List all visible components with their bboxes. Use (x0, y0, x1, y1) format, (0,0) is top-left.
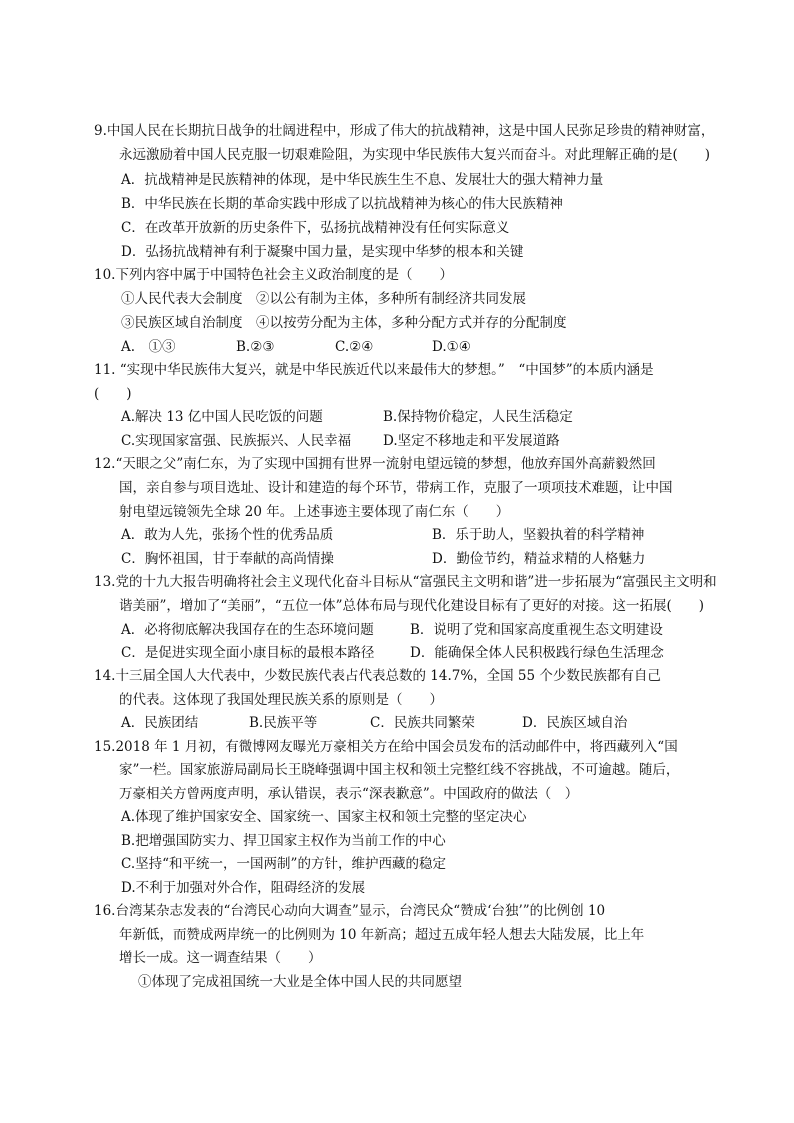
question-16-item-1: ①体现了完成祖国统一大业是全体中国人民的共同愿望 (138, 974, 462, 990)
question-14-choice-b: B.民族平等 (249, 715, 318, 731)
question-10-choice-d: D.①④ (432, 339, 471, 355)
question-9-stem-line-1: 9.中国人民在长期抗日战争的壮阔进程中，形成了伟大的抗战精神，这是中国人民弥足珍贵的精神财富， (94, 123, 715, 139)
question-10-choice-c: C.②④ (335, 339, 374, 355)
question-14-choice-d: D．民族区域自治 (522, 715, 628, 731)
question-12-stem-line-2: 国，亲自参与项目选址、设计和建造的每个环节，带病工作，克服了一项项技术难题，让中国 (119, 480, 673, 496)
question-14-choice-a: A．民族团结 (121, 715, 199, 731)
question-13-stem-line-2: 谐美丽”，增加了“美丽”，“五位一体”总体布局与现代化建设目标有了更好的对接。这一拓展( ) (119, 598, 705, 614)
question-15-option-d: D.不利于加强对外合作，阻碍经济的发展 (121, 880, 366, 896)
question-12-option-c: C．胸怀祖国，甘于奉献的高尚情操 (121, 551, 334, 567)
question-9-option-b: B．中华民族在长期的革命实践中形成了以抗战精神为核心的伟大民族精神 (121, 196, 563, 212)
question-13-option-a: A．必将彻底解决我国存在的生态环境问题 (121, 622, 374, 638)
question-14-stem-line-1: 14.十三届全国人大代表中，少数民族代表占代表总数的 14.7%，全国 55 个少数民族都有自己 (94, 668, 661, 684)
question-14-stem-line-2: 的代表。这体现了我国处理民族关系的原则是（ ） (119, 692, 443, 708)
question-10-item-1: ①人民代表大会制度 ②以公有制为主体，多种所有制经济共同发展 (121, 291, 526, 307)
question-11-option-b: B.保持物价稳定，人民生活稳定 (383, 409, 573, 425)
question-9-option-a: A．抗战精神是民族精神的体现，是中华民族生生不息、发展壮大的强大精神力量 (121, 172, 604, 188)
question-15-option-c: C.坚持“和平统一，一国两制”的方针，维护西藏的稳定 (121, 856, 446, 872)
question-12-stem-line-1: 12.“天眼之父”南仁东，为了实现中国拥有世界一流射电望远镜的梦想，他放弃国外高薪毅然回 (94, 456, 656, 472)
question-13-option-c: C．是促进实现全面小康目标的最根本路径 (121, 645, 375, 661)
question-13-option-b: B．说明了党和国家高度重视生态文明建设 (410, 622, 663, 638)
question-11-option-a: A.解决 13 亿中国人民吃饭的问题 (121, 409, 323, 425)
question-11-option-d: D.坚定不移地走和平发展道路 (383, 433, 560, 449)
question-10-choice-b: B.②③ (236, 339, 275, 355)
question-10-choice-a: A. ①③ (121, 339, 176, 355)
question-11-option-c: C.实现国家富强、民族振兴、人民幸福 (121, 433, 352, 449)
question-15-option-b: B.把增强国防实力、捍卫国家主权作为当前工作的中心 (121, 833, 446, 849)
question-15-stem-line-3: 万豪相关方曾两度声明，承认错误，表示“深表歉意”。中国政府的做法（ ） (119, 786, 579, 802)
question-13-option-d: D．能确保全体人民积极践行绿色生活理念 (410, 645, 664, 661)
question-14-choice-c: C．民族共同繁荣 (370, 715, 475, 731)
question-10-stem: 10.下列内容中属于中国特色社会主义政治制度的是（ ） (94, 267, 453, 283)
question-11-answer-blank: ( ) (94, 386, 132, 402)
question-16-stem-line-1: 16.台湾某杂志发表的“台湾民心动向大调查”显示，台湾民众“赞成‘台独’”的比例创 10 (94, 903, 606, 919)
question-15-option-a: A.体现了维护国家安全、国家统一、国家主权和领土完整的坚定决心 (121, 809, 527, 825)
question-9-stem-line-2: 永远激励着中国人民克服一切艰难险阻，为实现中华民族伟大复兴而奋斗。对此理解正确的是( ) (119, 147, 711, 163)
question-12-option-d: D．勤俭节约，精益求精的人格魅力 (432, 551, 646, 567)
question-15-stem-line-2: 家”一栏。国家旅游局副局长王晓峰强调中国主权和领土完整红线不容挑战，不可逾越。随后， (119, 762, 680, 778)
question-16-stem-line-3: 增长一成。这一调查结果（ ） (119, 950, 322, 966)
question-12-option-a: A．敢为人先，张扬个性的优秀品质 (121, 527, 334, 543)
question-10-item-2: ③民族区域自治制度 ④以按劳分配为主体，多种分配方式并存的分配制度 (121, 315, 567, 331)
question-11-stem: 11. “实现中华民族伟大复兴，就是中华民族近代以来最伟大的梦想。” “中国梦”的本质内涵是 (94, 362, 654, 378)
question-9-option-d: D．弘扬抗战精神有利于凝聚中国力量，是实现中华梦的根本和关键 (121, 244, 524, 260)
question-12-option-b: B．乐于助人，坚毅执着的科学精神 (432, 527, 645, 543)
question-12-stem-line-3: 射电望远镜领先全球 20 年。上述事迹主要体现了南仁东（ ） (119, 504, 510, 520)
question-13-stem-line-1: 13.党的十九大报告明确将社会主义现代化奋斗目标从“富强民主文明和谐”进一步拓展为“富强民主文明和 (94, 574, 717, 590)
question-9-option-c: C．在改革开放新的历史条件下，弘扬抗战精神没有任何实际意义 (121, 220, 510, 236)
question-16-stem-line-2: 年新低，而赞成两岸统一的比例则为 10 年新高；超过五成年轻人想去大陆发展，比上年 (119, 927, 645, 943)
question-15-stem-line-1: 15.2018 年 1 月初，有微博网友曝光万豪相关方在给中国会员发布的活动邮件中，将西藏列入“国 (94, 739, 678, 755)
